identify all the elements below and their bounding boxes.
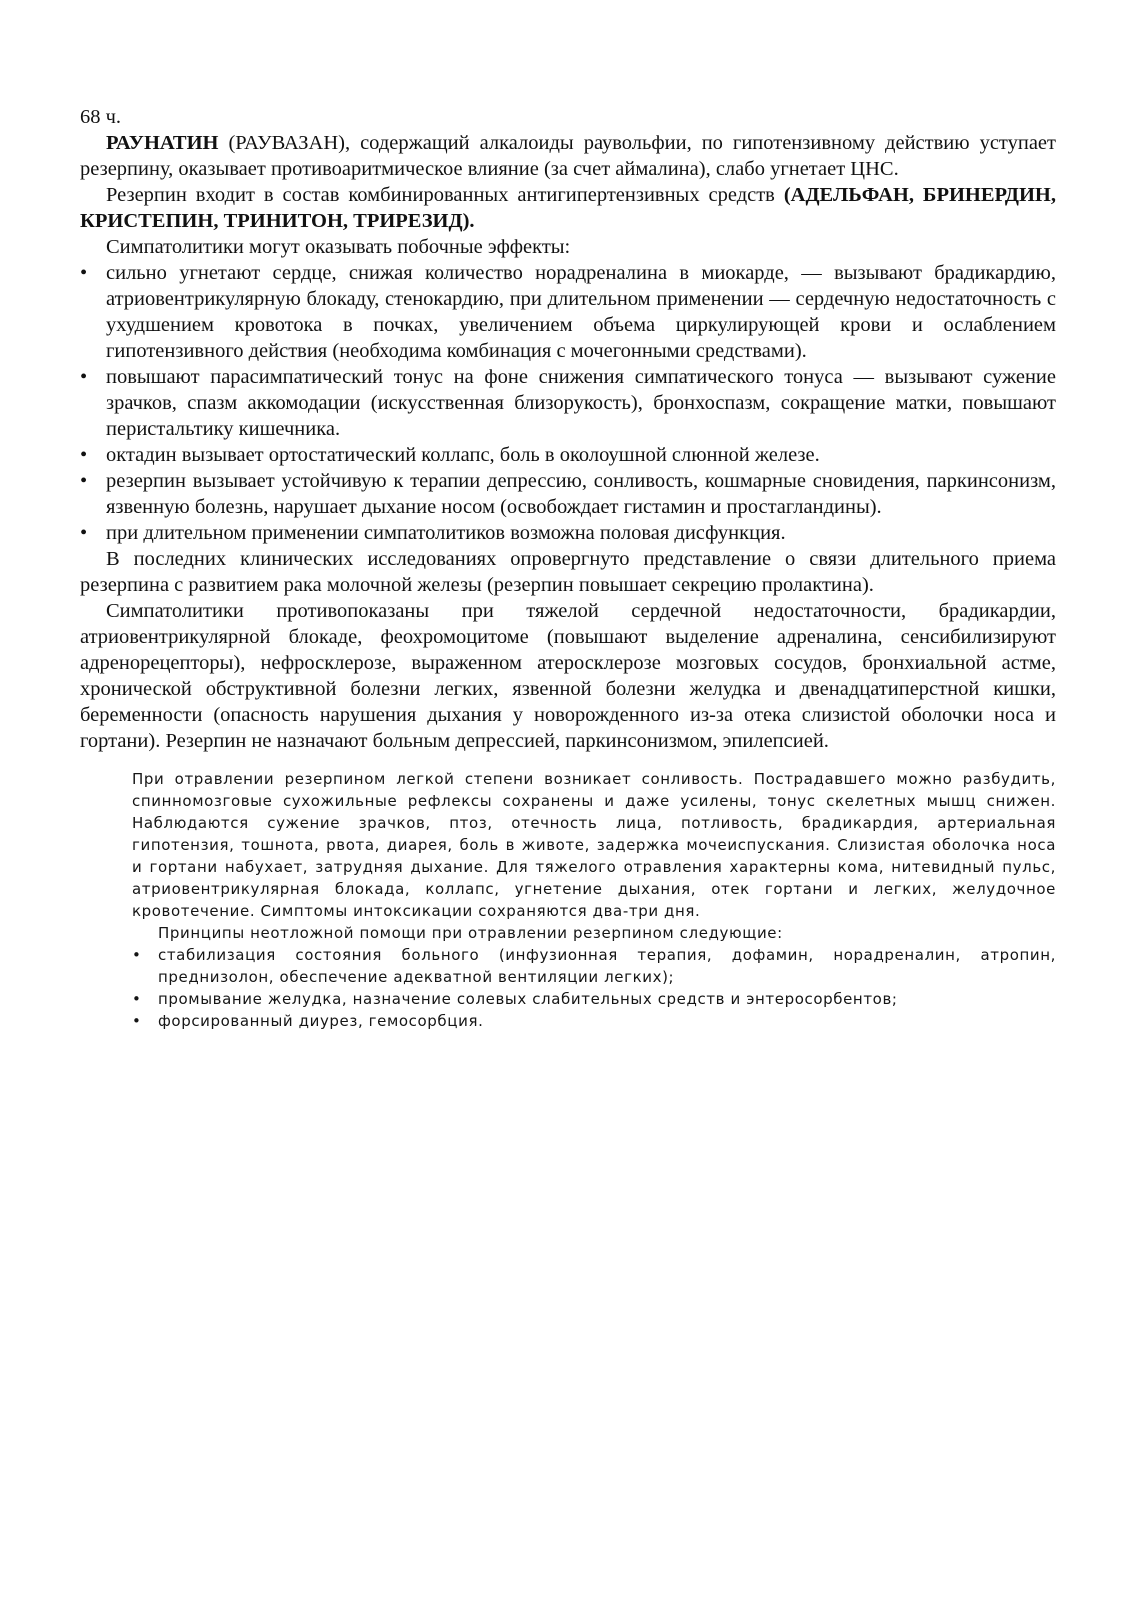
paragraph-combinations [80, 182, 1056, 234]
list-item: • промывание желудка, назначение солевых слабительных средств и энтеросорбентов; [132, 988, 1056, 1010]
paragraph-research: В последних клинических исследованиях опровергнуто представление о связи длительного приема резерпина с развитием рака молочной железы (резерпин повышает секрецию пролактина). [80, 548, 1056, 596]
page-marker: 68 ч. [80, 106, 122, 128]
paragraph-side-effects-intro: Симпатолитики могут оказывать побочные эффекты: [106, 236, 571, 258]
list-item: • стабилизация состояния больного (инфузионная терапия, дофамин, норадреналин, атропин, преднизолон, обеспечение адекватной вентиляции легких); [132, 944, 1056, 988]
list-item: • при длительном применении симпатолитиков возможна половая дисфункция. [80, 520, 1056, 546]
list-item: • форсированный диурез, гемосорбция. [132, 1010, 1056, 1032]
list-item: • повышают парасимпатический тонус на фоне снижения симпатического тонуса — вызывают сужение зрачков, спазм аккомодации (искусственная близорукость), бронхоспазм, сокращение матки, повышают перистальтику кишечника. [80, 364, 1056, 442]
list-item: • октадин вызывает ортостатический коллапс, боль в околоушной слюнной железе. [80, 442, 1056, 468]
poisoning-description: При отравлении резерпином легкой степени возникает сонливость. Пострадавшего можно разбудить, спинномозговые сухожильные рефлексы сохранены и даже усилены, тонус скелетных мышц снижен. Наблюдаются сужение зрачков, птоз, отечность лица, потливость, брадикардия, артериальная гипотензия, тошнота, рвота, диарея, боль в животе, задержка мочеиспускания. Слизистая оболочка носа и гортани набухает, затрудняя дыхание. Для тяжелого отравления характерны кома, нитевидный пульс, атриовентрикулярная блокада, коллапс, угнетение дыхания, отек гортани и легких, желудочное кровотечение. Симптомы интоксикации сохраняются два-три дня. [132, 770, 1056, 920]
drug-list-bold: (АДЕЛЬФАН, БРИНЕРДИН, КРИСТЕПИН, ТРИНИТОН, ТРИРЕЗИД). [80, 184, 1056, 232]
paragraph-contraindications: Симпатолитики противопоказаны при тяжелой сердечной недостаточности, брадикардии, атриовентрикулярной блокаде, феохромоцитоме (повышают выделение адреналина, сенсибилизируют адренорецепторы), нефросклерозе, выраженном атеросклерозе мозговых сосудов, бронхиальной астме, хронической обструктивной болезни легких, язвенной болезни желудка и двенадцатиперстной кишки, беременности (опасность нарушения дыхания у новорожденного из-за отека слизистой оболочки носа и гортани). Резерпин не назначают больным депрессией, паркинсонизмом, эпилепсией. [80, 600, 1056, 752]
drug-name-bold: РАУНАТИН [106, 132, 219, 154]
document-page [80, 104, 1056, 1032]
list-item: • сильно угнетают сердце, снижая количество норадреналина в миокарде, — вызывают брадикардию, атриовентрикулярную блокаду, стенокардию, при длительном применении — сердечную недостаточность с ухудшением кровотока в почках, увеличением объема циркулирующей крови и ослаблением гипотензивного действия (необходима комбинация с мочегонными средствами). [80, 260, 1056, 364]
paragraph-raunatin [80, 130, 1056, 182]
side-effects-list [80, 260, 1056, 546]
principles-list [132, 944, 1056, 1032]
list-item: • резерпин вызывает устойчивую к терапии депрессию, сонливость, кошмарные сновидения, паркинсонизм, язвенную болезнь, нарушает дыхание носом (освобождает гистамин и простагландины). [80, 468, 1056, 520]
paragraph-text: Резерпин входит в состав комбинированных антигипертензивных средств [106, 184, 784, 206]
principles-intro: Принципы неотложной помощи при отравлении резерпином следующие: [158, 924, 783, 942]
paragraph-text: (РАУВАЗАН), содержащий алкалоиды раувольфии, по гипотензивному действию уступает резерпину, оказывает противоаритмическое влияние (за счет аймалина), слабо угнетает ЦНС. [80, 132, 1056, 180]
poisoning-section [132, 768, 1056, 1032]
